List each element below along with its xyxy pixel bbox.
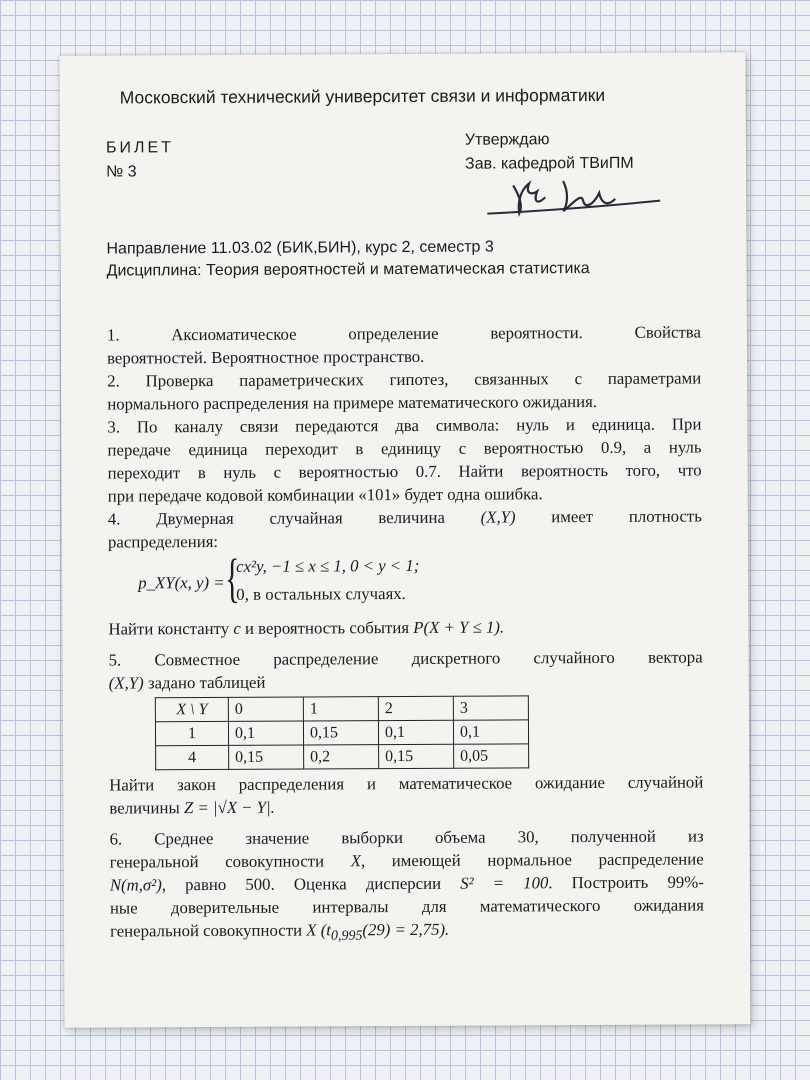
question-4-text-a: 4. Двумерная случайная величина (107, 507, 445, 529)
density-case-1: cx²y, −1 ≤ x ≤ 1, 0 < y < 1; (236, 555, 420, 576)
question-4-line-2: распределения: (107, 531, 219, 552)
question-2-line-2: нормального распределения на примере математического ожидания. (107, 391, 598, 414)
exam-ticket-sheet (59, 52, 750, 1028)
question-6-text-c: , равно 500. Оценка дисперсии (161, 873, 442, 895)
question-6-text-e: генеральной совокупности (109, 920, 303, 941)
question-5-after-2 (109, 793, 703, 819)
find-text-b: и вероятность события (244, 617, 410, 638)
table-cell: 0,05 (454, 744, 529, 768)
question-5-after-text: величины (109, 798, 180, 818)
table-header-row (155, 696, 528, 722)
question-6-text-a: генеральной совокупности (109, 851, 325, 872)
density-case-2: 0, в остальных случаях. (236, 583, 406, 604)
constant-c: c (233, 618, 241, 638)
university-name: Московский технический университет связи и информатики (119, 84, 606, 108)
table-row (155, 720, 528, 746)
table-header-cell: 0 (228, 697, 303, 721)
brace-symbol: { (225, 547, 240, 608)
t-quantile-symbol: X (t (306, 920, 331, 940)
approval-label: Утверждаю (464, 131, 550, 149)
question-6-text-b: , имеющей нормальное распределение (360, 849, 704, 871)
question-4-text-b: имеет плотность (551, 506, 702, 527)
ticket-label: БИЛЕТ (105, 139, 174, 157)
table-cell: 0,1 (453, 720, 528, 744)
question-3-line-2: передаче единица переходит в единицу с вероятностью 0.9, а нуль (107, 437, 702, 460)
table-cell: 0,1 (228, 721, 303, 745)
t-quantile-subscript: 0,995 (330, 928, 363, 944)
question-6-line-1: 6. Среднее значение выборки объема 30, полученной из (109, 826, 704, 849)
question-1-line-2: вероятностей. Вероятностное пространство. (106, 346, 425, 368)
table-cell: 0,15 (379, 744, 454, 768)
question-1-line-1: 1. Аксиоматическое определение вероятности. Свойства (106, 322, 701, 345)
table-cell: 1 (155, 721, 228, 745)
department-head-label: Зав. кафедрой ТВиПМ (464, 154, 634, 173)
table-header-cell: X \ Y (155, 697, 228, 721)
variable-z-formula: Z = |√X − Y|. (183, 797, 275, 818)
question-3-line-4: при передаче кодовой комбинации «101» будет одна ошибка. (107, 484, 543, 506)
table-header-cell: 1 (303, 697, 378, 721)
question-5-line-1: 5. Совместное распределение дискретного случайного вектора (108, 647, 703, 670)
question-5-line-2 (109, 668, 703, 694)
question-6-line-5 (110, 916, 704, 948)
t-quantile-value: (29) = 2,75). (362, 919, 450, 940)
question-2-line-1: 2. Проверка параметрических гипотез, связанных с параметрами (107, 368, 702, 391)
table-header-cell: 3 (453, 696, 528, 720)
question-6-text-d: . Построить 99%- (548, 872, 704, 893)
vector-xy: (X,Y) (480, 507, 516, 527)
table-cell: 0,2 (304, 745, 379, 769)
variance-estimate: S² = 100 (460, 873, 549, 893)
question-5-text: задано таблицей (147, 672, 266, 693)
population-x: X (350, 851, 361, 871)
question-6-line-4: ные доверительные интервалы для математического ожидания (109, 895, 704, 918)
t-quantile (306, 919, 450, 944)
ticket-number: № 3 (106, 163, 137, 181)
table-cell: 0,1 (378, 720, 453, 744)
question-6-line-2 (110, 847, 704, 873)
question-4-find (108, 614, 702, 640)
question-5-after-1: Найти закон распределения и математическое ожидание случайной (109, 772, 704, 795)
question-6-line-3 (110, 870, 704, 896)
table-row (156, 744, 529, 770)
density-formula (108, 547, 702, 613)
find-text-a: Найти константу (108, 618, 230, 639)
discipline-line: Дисциплина: Теория вероятностей и математическая статистика (106, 260, 590, 280)
table-header-cell: 2 (378, 696, 453, 720)
table-cell: 4 (156, 745, 229, 769)
question-3-line-1: 3. По каналу связи передаются два символа: нуль и единица. При (107, 414, 702, 437)
table-cell: 0,15 (229, 745, 304, 769)
density-lhs: p_XY(x, y) = (138, 572, 225, 593)
normal-distribution: N(m,σ²) (109, 875, 162, 895)
questions-body (107, 320, 704, 948)
event-probability: P(X + Y ≤ 1). (413, 617, 505, 637)
handwritten-signature (485, 171, 675, 220)
table-cell: 0,15 (303, 721, 378, 745)
question-4-line-1 (108, 504, 702, 530)
vector-xy-2: (X,Y) (108, 673, 144, 693)
distribution-table (155, 695, 529, 770)
direction-line: Направление 11.03.02 (БИК,БИН), курс 2, семестр 3 (106, 238, 494, 258)
question-3-line-3: переходит в нуль с вероятностью 0.7. Найти вероятность того, что (107, 460, 702, 483)
